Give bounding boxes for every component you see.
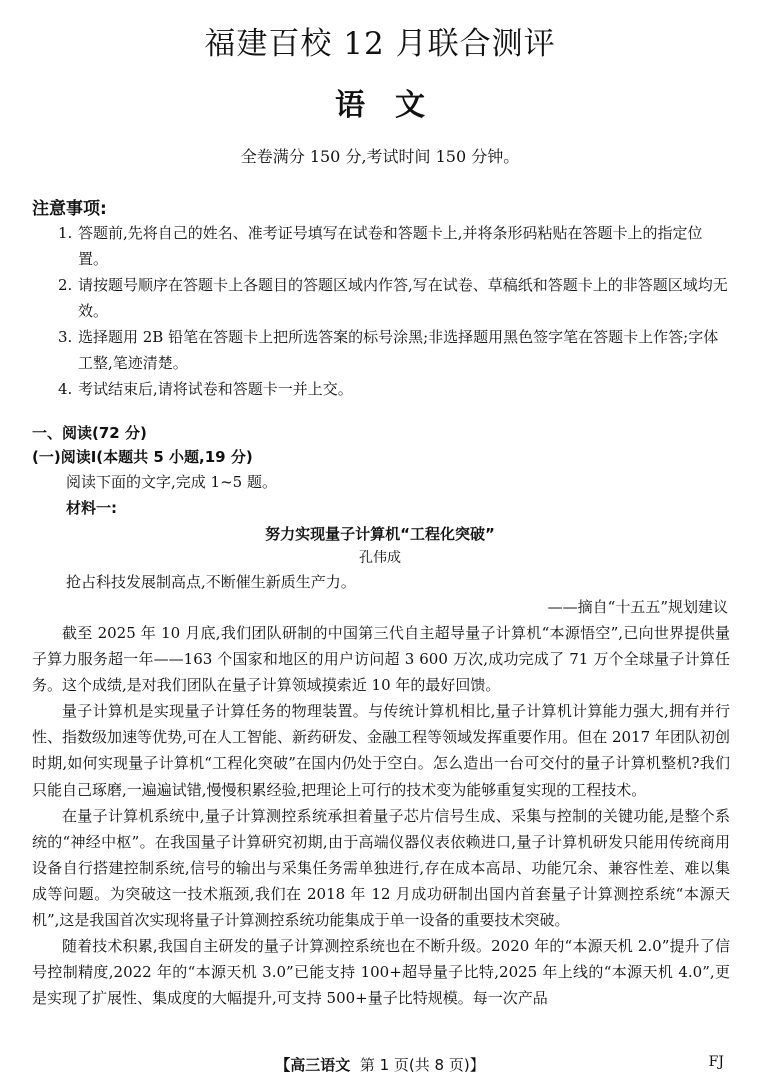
article-paragraph: 量子计算机是实现量子计算任务的物理装置。与传统计算机相比,量子计算机计算能力强大,拥有并行性、指数级加速等优势,可在人工智能、新药研发、金融工程等领域发挥重要作用。但在 2017 年团队初创时期,如何实现量子计算机“工程化突破”在国内仍处于空白。怎么造出一台可交付的量子计算机整机?我们只能自己琢磨,一遍遍试错,慢慢积累经验,把理论上可行的技术变为能够重复实现的工程技术。 xyxy=(32,702,730,799)
notice-item-text: 选择题用 2B 铅笔在答题卡上把所选答案的标号涂黑;非选择题用黑色签字笔在答题卡上作答;字体工整,笔迹清楚。 xyxy=(78,328,719,372)
notice-item-text: 考试结束后,请将试卷和答题卡一并上交。 xyxy=(78,380,353,398)
article-paragraph: 在量子计算机系统中,量子计算测控系统承担着量子芯片信号生成、采集与控制的关键功能,是整个系统的“神经中枢”。在我国量子计算研究初期,由于高端仪器仪表依赖进口,量子计算机研发只能用传统商用设备自行搭建控制系统,信号的输出与采集任务需单独进行,存在成本高昂、功能冗余、兼容性差、难以集成等问题。为突破这一技术瓶颈,我们在 2018 年 12 月成功研制出国内首套量子计算测控系统“本源天机”,这是我国首次实现将量子计算测控系统功能集成于单一设备的重要技术突破。 xyxy=(32,806,730,930)
notice-heading: 注意事项: xyxy=(32,199,107,219)
article-title: 努力实现量子计算机“工程化突破” xyxy=(265,525,495,543)
notice-item xyxy=(58,272,730,324)
notice-item xyxy=(58,376,730,402)
notice-item-number: 4. xyxy=(58,380,73,398)
footer-label: 【高三语文 xyxy=(275,1056,351,1074)
article-paragraph: 随着技术积累,我国自主研发的量子计算测控系统也在不断升级。2020 年的“本源天机 2.0”提升了信号控制精度,2022 年的“本源天机 3.0”已能支持 100+超导量子比特,2025 年上线的“本源天机 4.0”,更是实现了扩展性、集成度的大幅提升,可支持 500+量子比特规模。每一次产品 xyxy=(32,937,730,1008)
exam-score-time: 全卷满分 150 分,考试时间 150 分钟。 xyxy=(240,147,520,166)
notice-item-number: 3. xyxy=(58,328,73,346)
section-heading: 一、阅读(72 分) xyxy=(32,424,147,442)
notice-list xyxy=(58,220,730,402)
article-epigraph: 抢占科技发展制高点,不断催生新质生产力。 xyxy=(66,573,356,591)
notice-item xyxy=(58,220,730,272)
epigraph-source: ——摘自“十五五”规划建议 xyxy=(547,598,728,616)
notice-item-text: 请按题号顺序在答题卡上各题目的答题区域内作答,写在试卷、草稿纸和答题卡上的非答题区域均无效。 xyxy=(78,276,728,320)
notice-item-number: 1. xyxy=(58,224,73,242)
material-label: 材料一: xyxy=(66,499,117,517)
article-body xyxy=(32,620,730,1011)
footer-page-number: 第 1 页(共 8 页)】 xyxy=(359,1056,485,1074)
exam-title: 福建百校 12 月联合测评 xyxy=(204,26,556,62)
page-footer xyxy=(0,1054,760,1075)
article-author: 孔伟成 xyxy=(359,550,401,566)
subsection-heading: (一)阅读Ⅰ(本题共 5 小题,19 分) xyxy=(32,448,253,466)
notice-item xyxy=(58,324,730,376)
notice-item-text: 答题前,先将自己的姓名、准考证号填写在试卷和答题卡上,并将条形码粘贴在答题卡上的指定位置。 xyxy=(78,224,703,268)
footer-region-code: FJ xyxy=(708,1054,724,1070)
article-paragraph: 截至 2025 年 10 月底,我们团队研制的中国第三代自主超导量子计算机“本源悟空”,已向世界提供量子算力服务超一年——163 个国家和地区的用户访问超 3 600 万次,成功完成了 71 万个全球量子计算任务。这个成绩,是对我们团队在量子计算领域摸索近 10 年的最好回馈。 xyxy=(32,624,730,695)
exam-subject: 语文 xyxy=(335,88,455,123)
notice-item-number: 2. xyxy=(58,276,73,294)
reading-instruction: 阅读下面的文字,完成 1~5 题。 xyxy=(66,473,277,491)
